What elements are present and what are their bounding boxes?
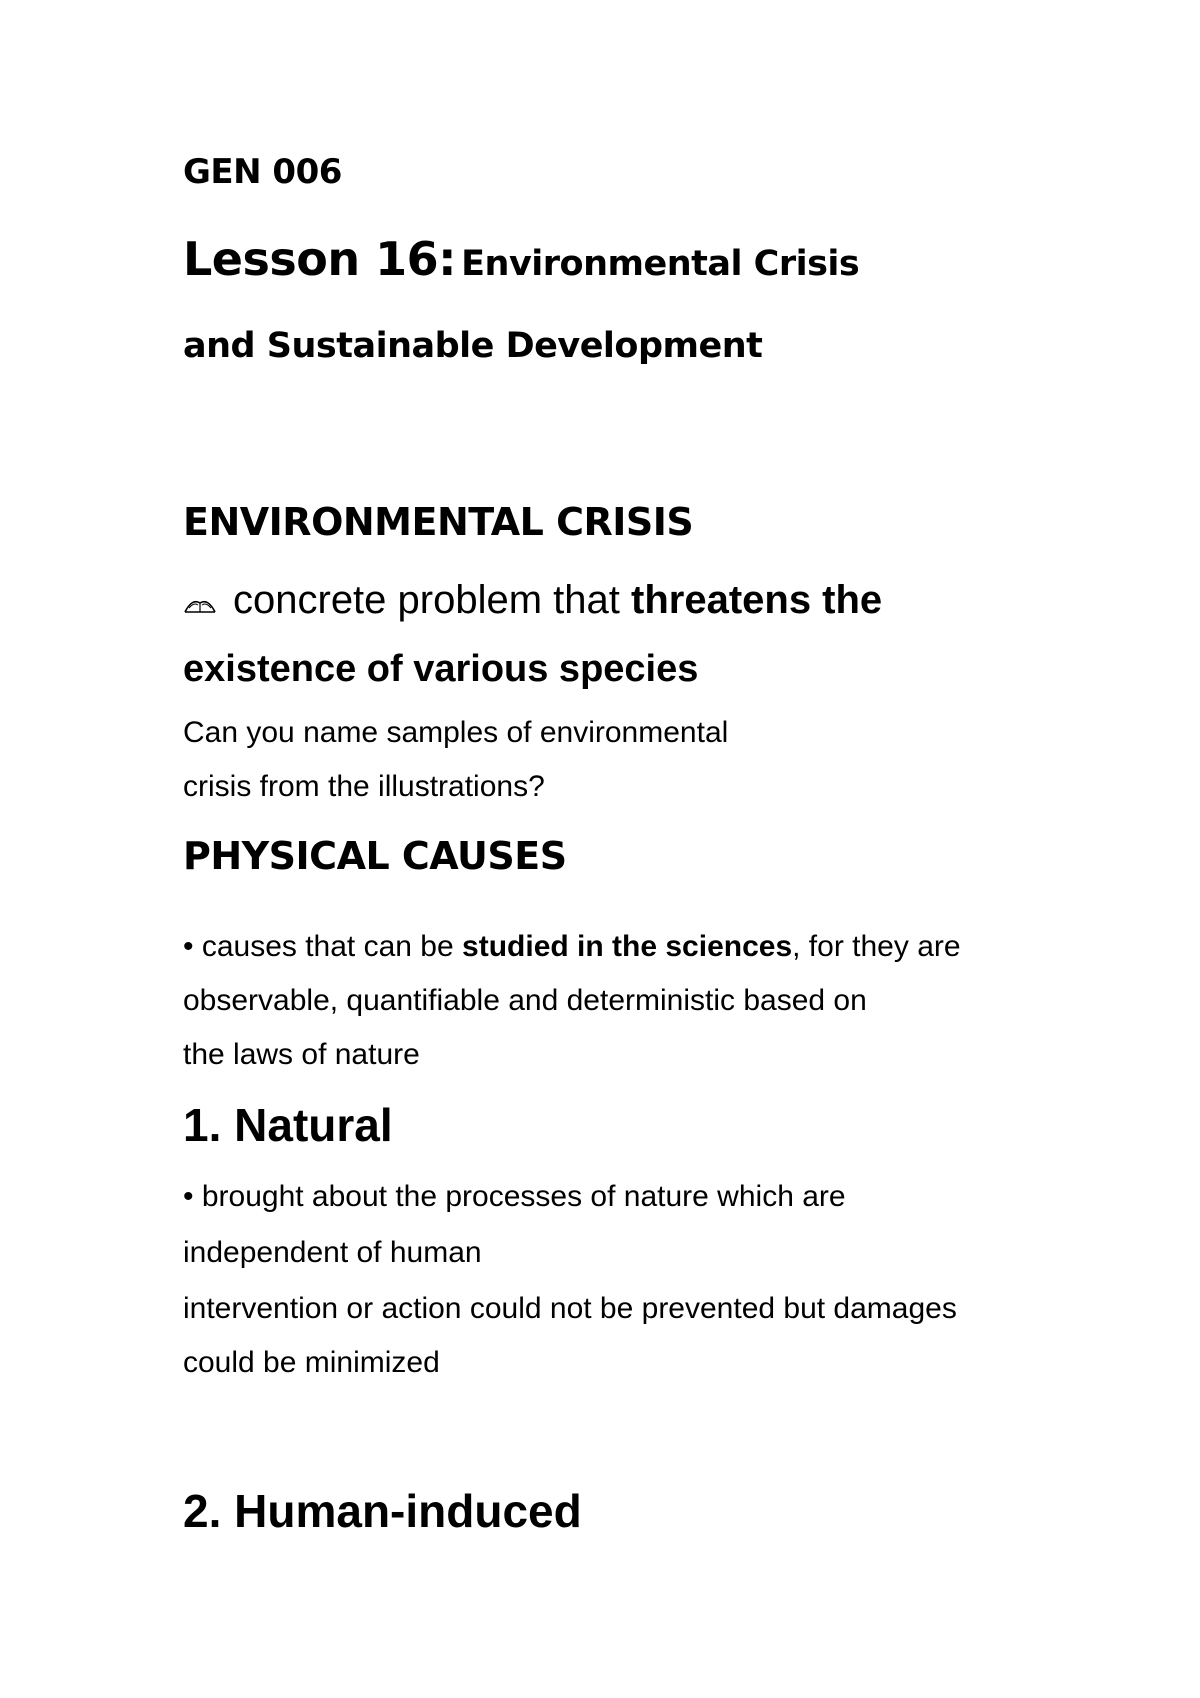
environmental-crisis-heading: ENVIRONMENTAL CRISIS: [183, 500, 694, 544]
definition-line2: existence of various species: [183, 648, 699, 690]
natural-line3: intervention or action could not be prevented but damages: [183, 1292, 957, 1325]
book-icon: [183, 580, 217, 602]
lesson-title-line1: Environmental Crisis: [461, 244, 860, 284]
natural-line4: could be minimized: [183, 1346, 440, 1379]
physical-causes-heading: PHYSICAL CAUSES: [183, 834, 567, 878]
physical-causes-line2: observable, quantifiable and deterministic based on: [183, 984, 867, 1017]
natural-heading: 1. Natural: [183, 1099, 393, 1151]
lesson-number: Lesson 16:: [183, 232, 457, 286]
definition-line1: [183, 578, 882, 623]
question-line2: crisis from the illustrations?: [183, 770, 545, 803]
definition-bold-text: threatens the: [631, 578, 883, 622]
physical-causes-bold: studied in the sciences: [462, 930, 793, 963]
human-induced-heading: 2. Human-induced: [183, 1485, 582, 1537]
question-line1: Can you name samples of environmental: [183, 716, 729, 749]
physical-causes-suffix: , for they are: [792, 930, 961, 963]
course-code: GEN 006: [183, 152, 342, 192]
physical-causes-line3: the laws of nature: [183, 1038, 420, 1071]
lesson-title: [183, 232, 859, 286]
definition-plain-text: concrete problem that: [233, 578, 620, 622]
lesson-title-line2: and Sustainable Development: [183, 326, 763, 366]
physical-causes-line1: [183, 930, 961, 964]
natural-line2: independent of human: [183, 1236, 482, 1269]
physical-causes-prefix: • causes that can be: [183, 930, 454, 963]
natural-line1: • brought about the processes of nature which are: [183, 1180, 846, 1213]
